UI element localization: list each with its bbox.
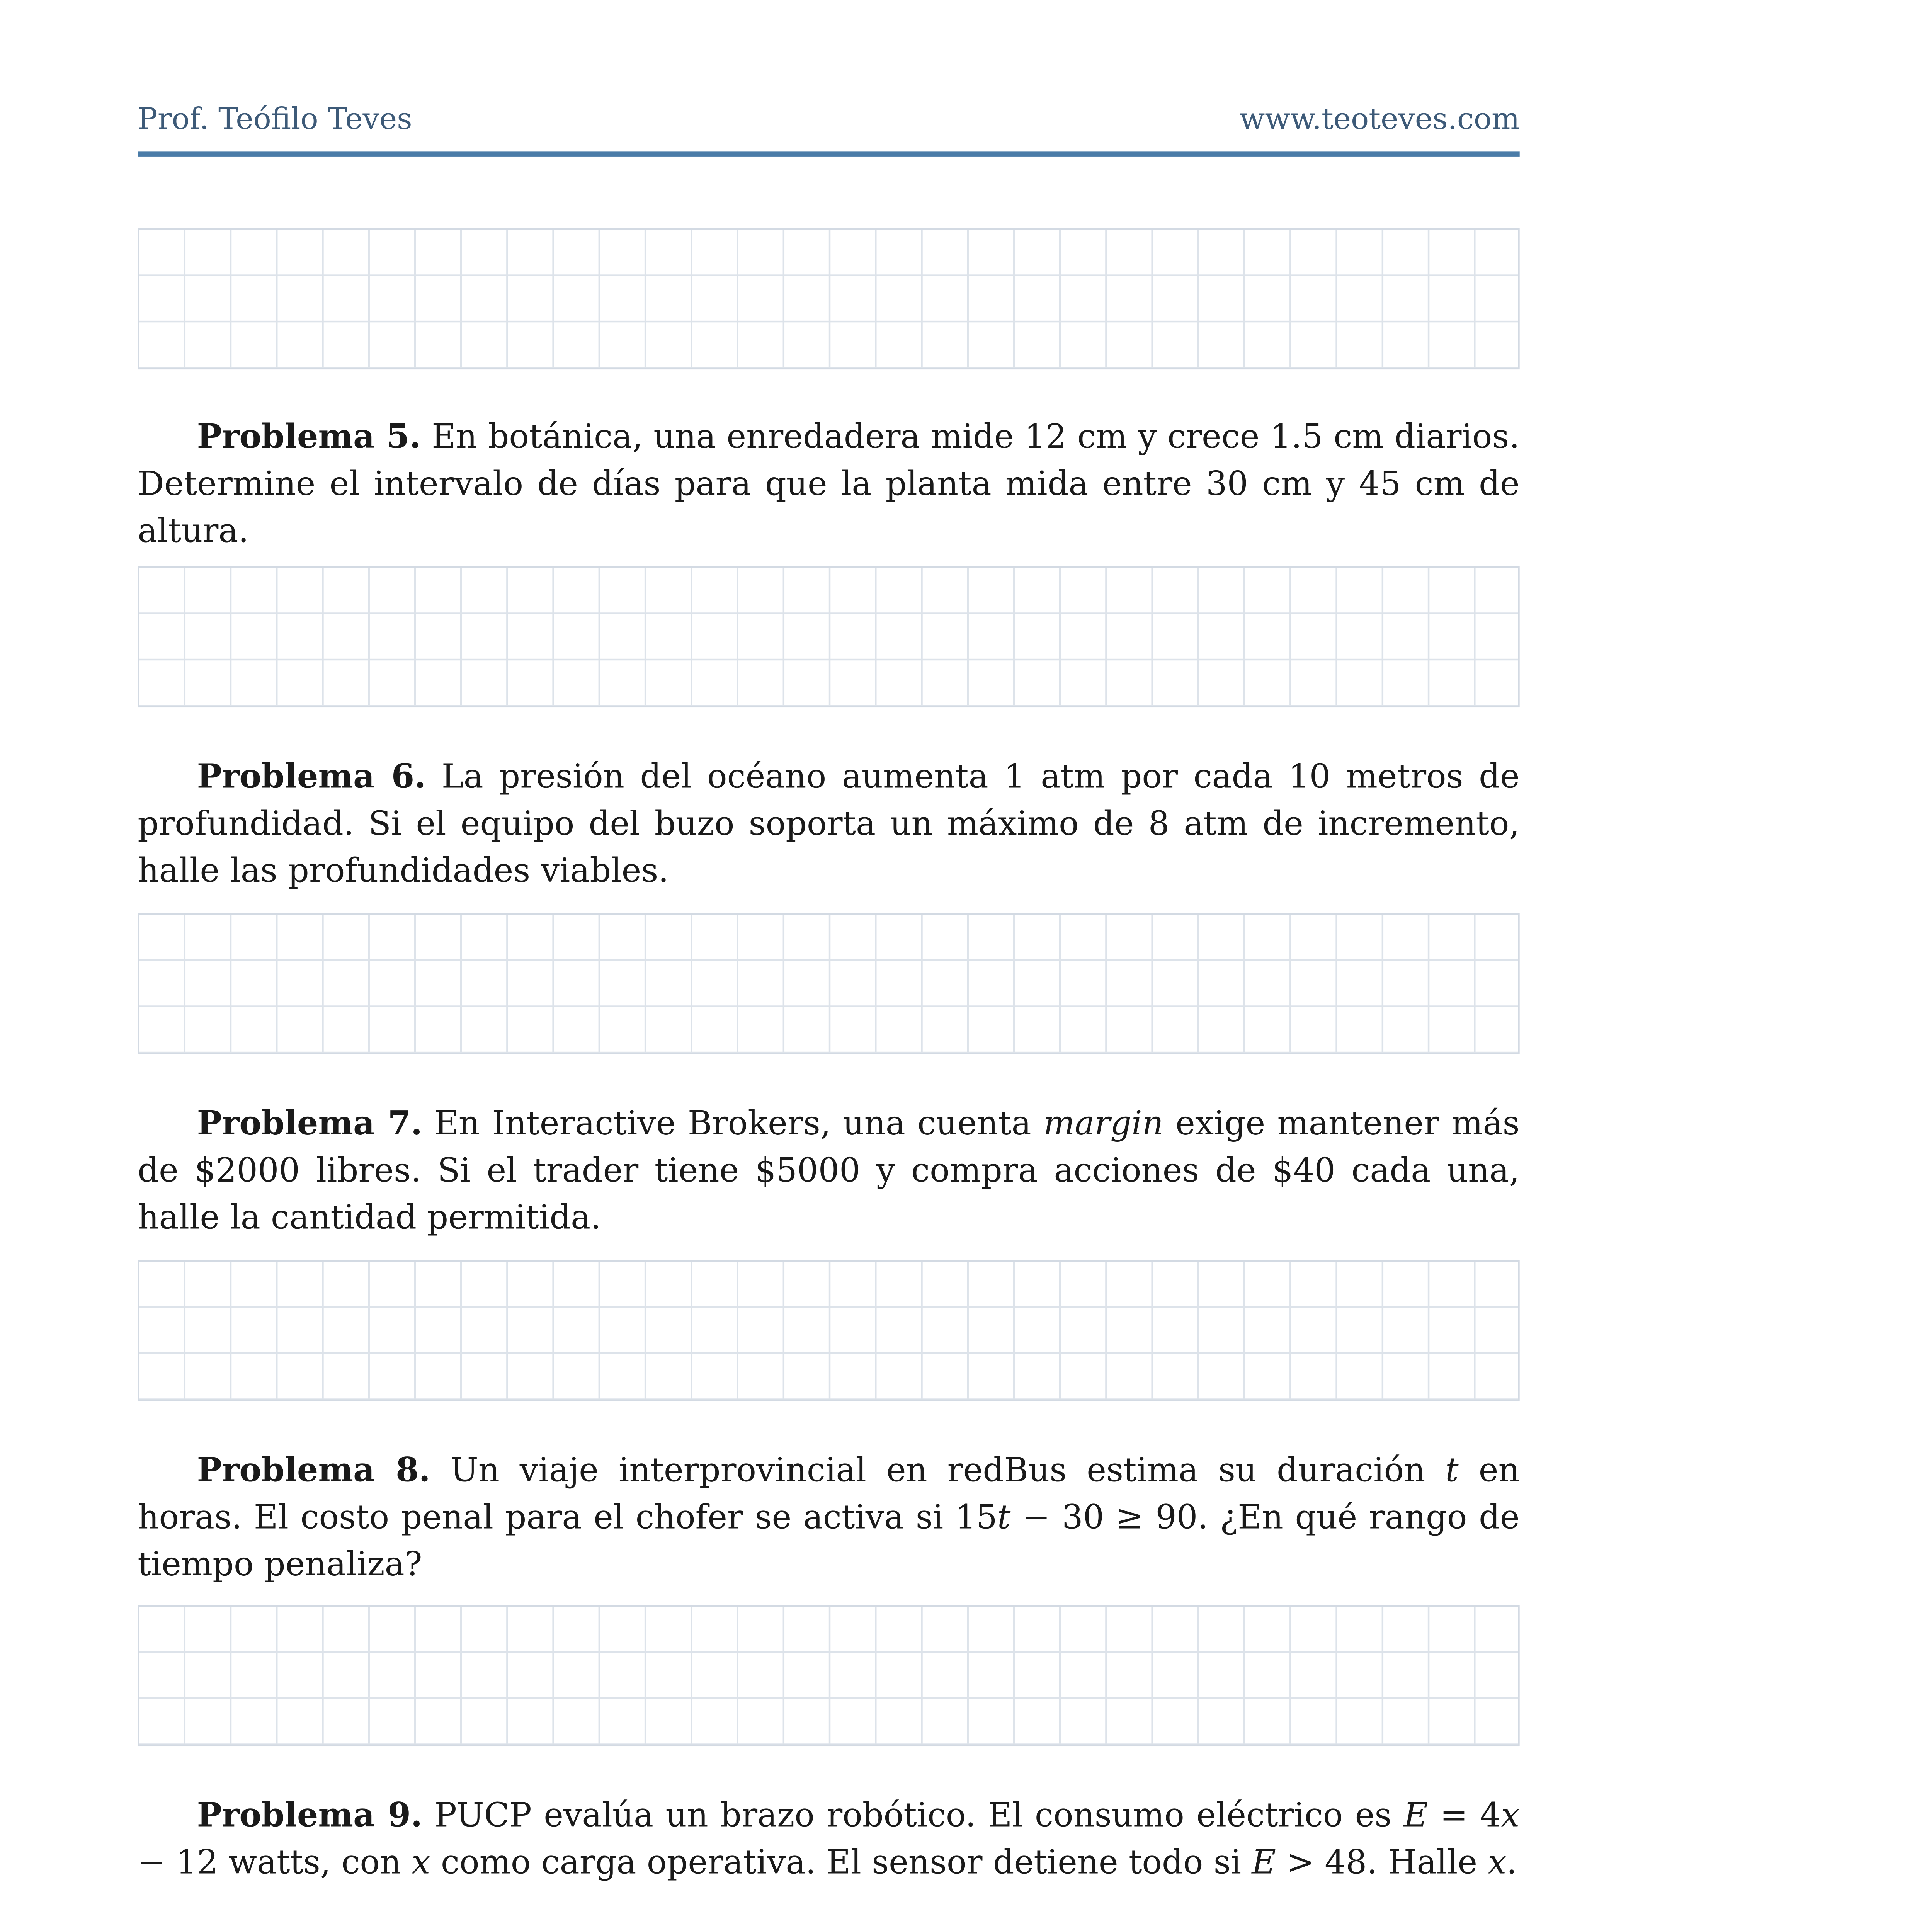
- math-variable: E: [1403, 1796, 1428, 1835]
- problem-7: [138, 1101, 1519, 1242]
- text-run: en horas. El costo penal para el chofer se activa si 15: [138, 1451, 1520, 1537]
- problem-label: Problema 7.: [197, 1105, 422, 1143]
- answer-grid[interactable]: [138, 1605, 1519, 1746]
- math-variable: x: [1488, 1844, 1507, 1882]
- problem-label: Problema 8.: [197, 1451, 430, 1490]
- answer-grid[interactable]: [138, 228, 1519, 369]
- text-run: exige mantener más de $2000 libres. Si el trader tiene $5000 y compra acciones de $40 cada una, halle la cantidad permitida.: [138, 1105, 1520, 1238]
- text-run: Un viaje interprovincial en redBus estima su duración: [430, 1451, 1446, 1490]
- text-run: = 4: [1428, 1796, 1501, 1835]
- math-variable: t: [1445, 1451, 1459, 1490]
- problem-6: [138, 755, 1519, 896]
- answer-grid[interactable]: [138, 566, 1519, 707]
- text-run: En botánica, una enredadera mide 12 cm y crece 1.5 cm diarios. Determine el intervalo de días para que la planta mida entre 30 cm y 45 cm de altura.: [138, 418, 1520, 551]
- text-run: .: [1506, 1844, 1517, 1882]
- problem-8: [138, 1448, 1519, 1589]
- math-variable: t: [997, 1498, 1011, 1537]
- text-run: − 12 watts, con: [138, 1844, 412, 1882]
- text-run: como carga operativa. El sensor detiene todo si: [430, 1844, 1252, 1882]
- header-author: Prof. Teófilo Teves: [138, 103, 412, 138]
- text-run: > 48. Halle: [1276, 1844, 1488, 1882]
- math-variable: x: [412, 1844, 430, 1882]
- problem-9: [138, 1793, 1519, 1888]
- header-divider: [138, 151, 1519, 157]
- answer-grid[interactable]: [138, 913, 1519, 1054]
- math-variable: margin: [1043, 1105, 1163, 1143]
- math-variable: x: [1501, 1796, 1520, 1835]
- header-website[interactable]: www.teoteves.com: [1239, 103, 1520, 138]
- text-run: La presión del océano aumenta 1 atm por cada 10 metros de profundidad. Si el equipo del buzo soporta un máximo de 8 atm de incremento, halle las profundidades viables.: [138, 758, 1520, 891]
- text-run: En Interactive Brokers, una cuenta: [422, 1105, 1044, 1143]
- text-run: PUCP evalúa un brazo robótico. El consumo eléctrico es: [422, 1796, 1404, 1835]
- math-variable: E: [1252, 1844, 1276, 1882]
- problem-5: [138, 415, 1519, 556]
- problem-label: Problema 6.: [197, 758, 426, 797]
- text-run: − 30 ≥ 90. ¿En qué rango de tiempo penaliza?: [138, 1498, 1520, 1584]
- problem-label: Problema 9.: [197, 1796, 422, 1835]
- problem-label: Problema 5.: [197, 418, 421, 457]
- answer-grid[interactable]: [138, 1260, 1519, 1401]
